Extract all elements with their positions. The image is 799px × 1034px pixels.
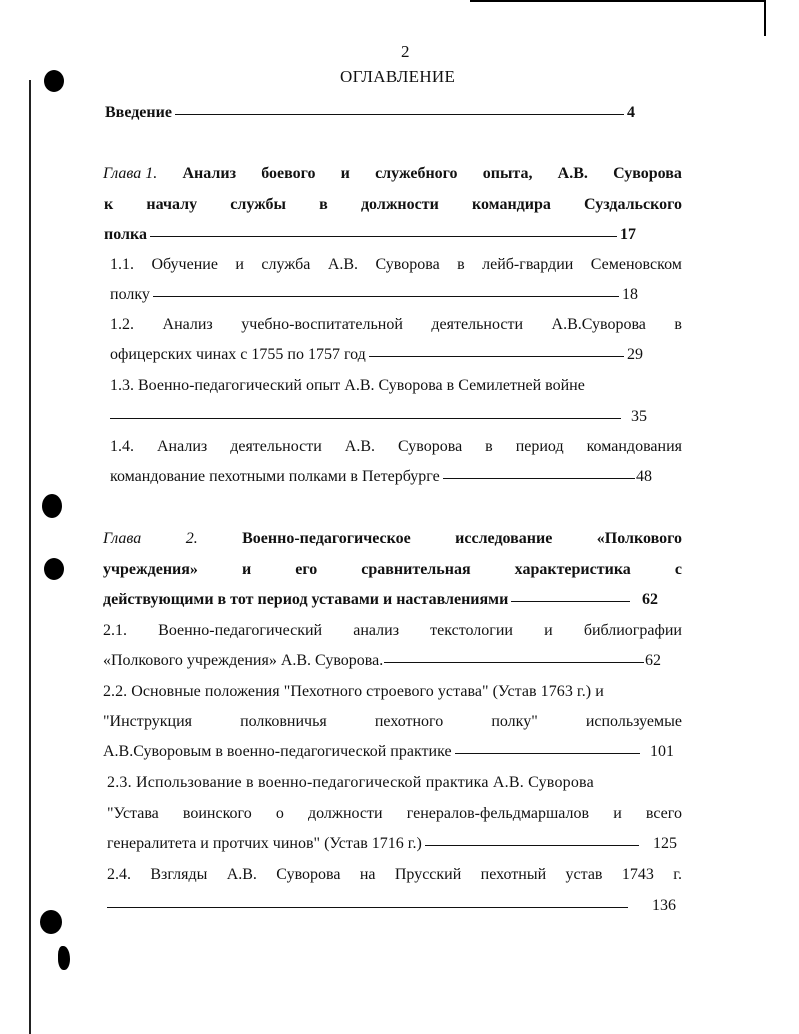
toc-entry-1-3-line-2	[110, 408, 647, 426]
ink-blot-mark	[58, 946, 70, 970]
toc-entry-1-4-line-2: командование пехотными полками в Петербурге 48	[110, 468, 652, 485]
leader-line	[443, 478, 635, 479]
toc-entry-1-4-line-1[interactable]: 1.4. Анализ деятельности А.В. Суворова в период командования	[110, 438, 682, 455]
toc-entry-2-3-line-1[interactable]: 2.3. Использование в военно-педагогической практика А.В. Суворова	[107, 774, 594, 791]
toc-entry-2-2-line-2: "Инструкция полковничья пехотного полку" используемые	[103, 713, 682, 730]
toc-entry-2-3-line-2: "Устава воинского о должности генералов-фельдмаршалов и всего	[107, 805, 682, 822]
toc-entry-2-4-line-2	[107, 897, 676, 915]
toc-page-number: 35	[631, 408, 647, 425]
toc-entry-2-2-line-1[interactable]: 2.2. Основные положения "Пехотного строевого устава" (Устав 1763 г.) и	[103, 683, 604, 700]
toc-page-number: 17	[620, 226, 636, 243]
leader-line	[384, 662, 644, 663]
toc-page-number: 29	[627, 346, 643, 363]
toc-entry-2-4-line-1[interactable]: 2.4. Взгляды А.В. Суворова на Прусский пехотный устав 1743 г.	[107, 866, 682, 883]
chapter-number: 2.	[185, 530, 198, 547]
chapter-prefix: Глава	[103, 530, 142, 547]
leader-line	[110, 418, 621, 419]
punch-hole-mark	[44, 70, 64, 92]
toc-page-number: 4	[627, 104, 635, 121]
leader-line	[369, 356, 624, 357]
toc-entry-1-2-line-1[interactable]: 1.2. Анализ учебно-воспитательной деятельности А.В.Суворова в	[110, 316, 682, 333]
toc-page-number: 125	[653, 835, 677, 852]
scan-edge-left	[29, 80, 31, 1034]
toc-page-number: 18	[622, 286, 638, 303]
scan-edge-top	[470, 0, 765, 2]
toc-entry-1-3-line-1[interactable]: 1.3. Военно-педагогический опыт А.В. Суворова в Семилетней войне	[110, 377, 585, 394]
toc-entry-1-1-line-2: полку 18	[110, 286, 638, 303]
page-number: 2	[401, 42, 410, 61]
toc-page-number: 62	[645, 652, 661, 669]
chapter-2-heading-line-3: действующими в тот период уставами и наставлениями 62	[103, 591, 658, 608]
toc-page-number: 136	[652, 897, 676, 914]
chapter-1-heading-line-3: полка 17	[104, 226, 636, 243]
chapter-2-heading-line-1[interactable]: Глава 2. Военно-педагогическое исследование «Полкового	[103, 530, 682, 547]
toc-entry-2-1-line-1[interactable]: 2.1. Военно-педагогический анализ текстологии и библиографии	[103, 622, 682, 639]
leader-line	[107, 907, 628, 908]
leader-line	[455, 753, 640, 754]
scan-edge-right	[764, 0, 766, 36]
toc-page-number: 62	[642, 591, 658, 608]
leader-line	[175, 114, 624, 115]
chapter-1-heading-line-2: к началу службы в должности командира Суздальского	[104, 196, 682, 213]
toc-entry-1-1-line-1[interactable]: 1.1. Обучение и служба А.В. Суворова в лейб-гвардии Семеновском	[110, 256, 682, 273]
leader-line	[511, 601, 630, 602]
toc-entry-introduction[interactable]	[105, 104, 635, 122]
chapter-2-heading-line-2: учреждения» и его сравнительная характеристика с	[103, 561, 682, 578]
leader-line	[150, 236, 617, 237]
toc-entry-1-2-line-2: офицерских чинах с 1755 по 1757 год 29	[110, 346, 643, 363]
leader-line	[153, 296, 619, 297]
toc-entry-2-2-line-3: А.В.Суворовым в военно-педагогической практике 101	[103, 743, 674, 760]
chapter-1-heading-line-1[interactable]: Глава 1. Анализ боевого и служебного опыта, А.В. Суворова	[103, 165, 682, 182]
punch-hole-mark	[44, 558, 64, 580]
toc-entry-2-1-line-2: «Полкового учреждения» А.В. Суворова. 62	[103, 652, 661, 669]
toc-page-number: 48	[636, 468, 652, 485]
punch-hole-mark	[42, 494, 62, 518]
leader-line	[425, 845, 639, 846]
page-title: ОГЛАВЛЕНИЕ	[340, 67, 456, 86]
toc-page-number: 101	[650, 743, 674, 760]
toc-entry-label: Введение	[105, 104, 172, 121]
toc-entry-2-3-line-3: генералитета и протчих чинов" (Устав 1716 г.) 125	[107, 835, 677, 852]
punch-hole-mark	[40, 910, 62, 934]
chapter-prefix: Глава 1.	[103, 165, 158, 182]
